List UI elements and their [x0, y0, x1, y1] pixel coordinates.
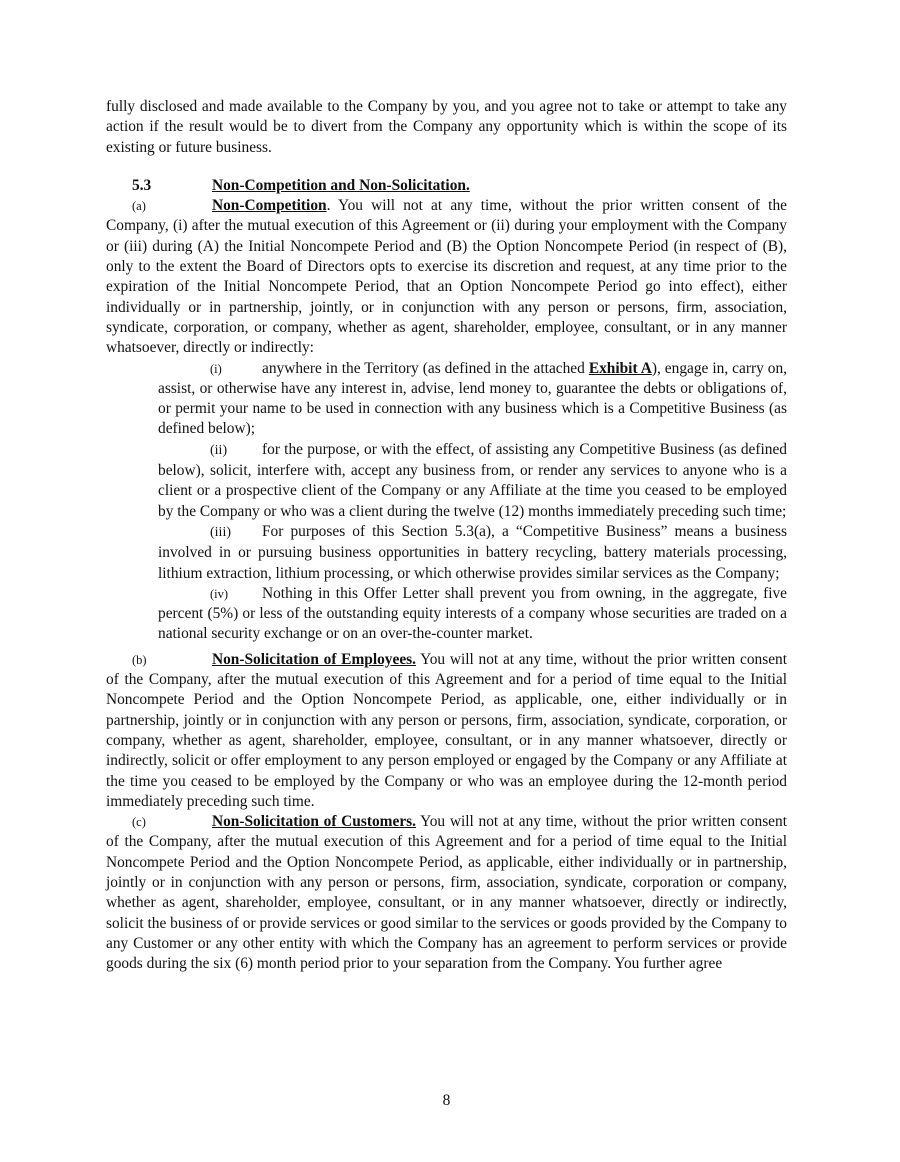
- clause-a: [106, 196, 787, 358]
- item-ii: [158, 440, 787, 522]
- page-number: 8: [442, 1092, 451, 1109]
- clause-a-label: (a): [132, 199, 146, 214]
- clause-b: [106, 650, 787, 812]
- item-i-pre: anywhere in the Territory (as defined in the attached: [262, 359, 589, 377]
- document-page: [106, 97, 787, 1109]
- item-iv: [158, 584, 787, 645]
- item-iv-text: Nothing in this Offer Letter shall prevent you from owning, in the aggregate, five percent (5%) or less of the outstanding equity interests of a company whose securities are traded on a national security exchange or on an over-the-counter market.: [158, 584, 787, 643]
- clause-b-heading: Non-Solicitation of Employees.: [212, 650, 416, 668]
- item-ii-label: (ii): [210, 442, 228, 458]
- item-iii-label: (iii): [210, 524, 231, 540]
- clause-a-heading: Non-Competition: [212, 197, 327, 215]
- item-i-post: ), engage in, carry on, assist, or otherwise have any interest in, advise, lend money to, guarantee the debts or obligations of, or permit your name to be used in connection with any business which is a Competitive Business (as defined below);: [158, 359, 787, 438]
- intro-paragraph: fully disclosed and made available to the Company by you, and you agree not to take or attempt to take any action if the result would be to divert from the Company any opportunity which is within the scope of its existing or future business.: [106, 98, 787, 156]
- item-iii: [158, 522, 787, 584]
- clause-c-heading: Non-Solicitation of Customers.: [212, 813, 416, 831]
- section-number: 5.3: [132, 176, 152, 194]
- item-iii-text: For purposes of this Section 5.3(a), a “Competitive Business” means a business involved in or pursuing business opportunities in battery recycling, battery materials processing, lithium extraction, lithium processing, or which otherwise provides similar services as the Company;: [158, 522, 787, 582]
- item-ii-text: for the purpose, or with the effect, of assisting any Competitive Business (as defined below), solicit, interfere with, accept any business from, or render any services to anyone who is a client or a prospective client of the Company or any Affiliate at the time you ceased to be employed by the Company or who was a client during the twelve (12) months immediately preceding such time;: [158, 440, 787, 520]
- exhibit-reference: Exhibit A: [588, 359, 652, 377]
- clause-a-body: . You will not at any time, without the prior written consent of the Company, (i) after the mutual execution of this Agreement or (ii) during your employment with the Company or (iii) during (A) the Initial Noncompete Period and (B) the Option Noncompete Period (in respect of (B), only to the extent the Board of Directors opts to exercise its discretion and request, at any time prior to the expiration of the Initial Noncompete Period, that an Option Noncompete Period go into effect), either individually or in partnership, jointly, or in conjunction with any person or persons, firm, association, syndicate, corporation, or company, whether as agent, shareholder, employee, consultant, or in any manner whatsoever, directly or indirectly:: [106, 197, 787, 357]
- clause-b-label: (b): [132, 652, 147, 667]
- clause-c-body: You will not at any time, without the prior written consent of the Company, after the mutual execution of this Agreement and for a period of time equal to the Initial Noncompete Period and the Option Noncompete Period, as applicable, either individually or in partnership, jointly or in conjunction with any person or persons, firm, association, syndicate, corporation or company, whether as agent, shareholder, employee, consultant, or in any manner whatsoever, directly or indirectly, solicit the business of or provide services or good similar to the services or goods provided by the Company to any Customer or any other entity with which the Company has an agreement to perform services or provide goods during the six (6) month period prior to your separation from the Company. You further agree: [106, 813, 787, 973]
- item-i-label: (i): [210, 361, 222, 376]
- section-title: Non-Competition and Non-Solicitation.: [212, 176, 470, 194]
- item-iv-label: (iv): [210, 586, 229, 601]
- clause-c: [106, 812, 787, 974]
- clause-c-label: (c): [132, 815, 146, 830]
- clause-b-body: You will not at any time, without the prior written consent of the Company, after the mutual execution of this Agreement and for a period of time equal to the Initial Noncompete Period and the Option Noncompete Period, as applicable, one, either individually or in partnership, jointly or in conjunction with any person or persons, firm, association, syndicate, corporation, or company, whether as agent, shareholder, employee, consultant, or in any manner whatsoever, directly or indirectly, solicit or offer employment to any person employed or engaged by the Company or any Affiliate at the time you ceased to be employed by the Company or who was an employee during the 12-month period immediately preceding such time.: [106, 650, 787, 810]
- item-i: [158, 359, 787, 440]
- section-heading: [106, 176, 787, 196]
